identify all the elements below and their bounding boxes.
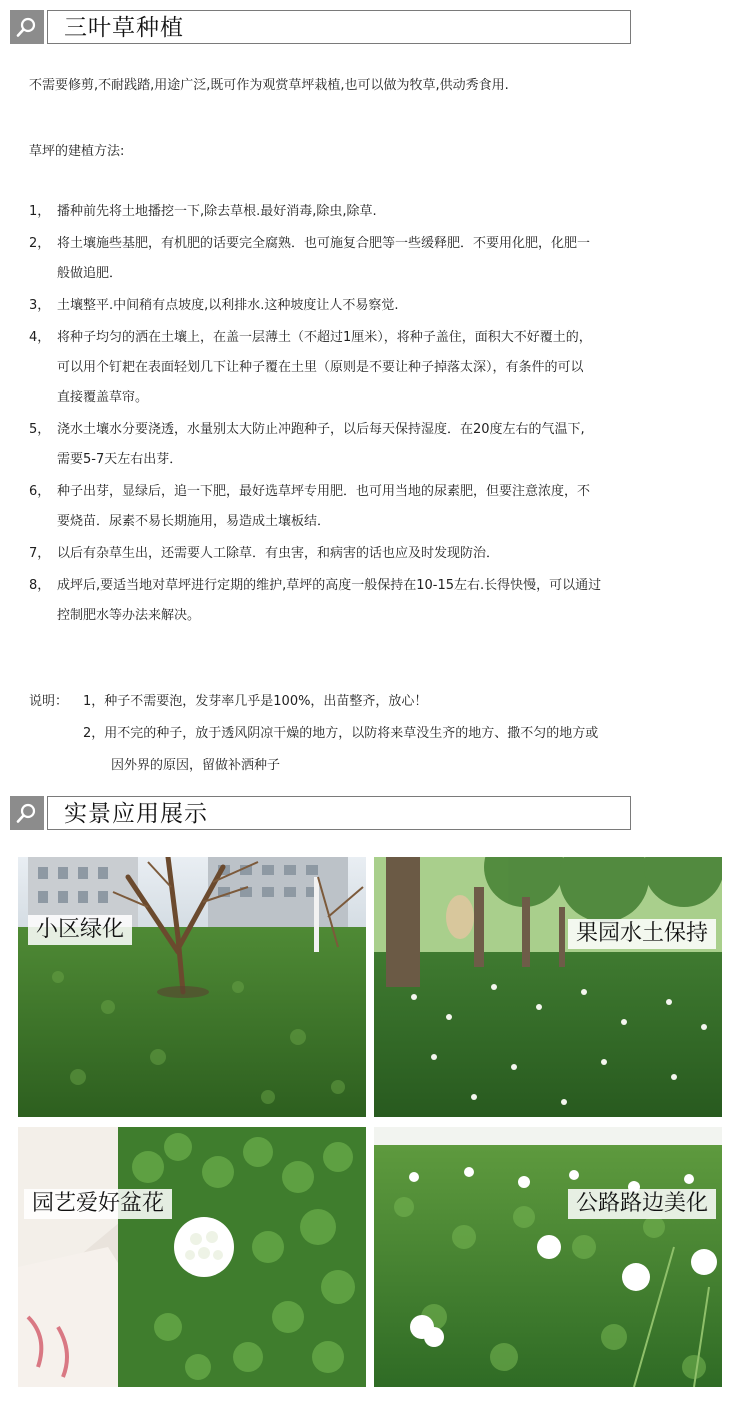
- step-text: 土壤整平.中间稍有点坡度,以利排水.这种坡度让人不易察觉.: [57, 298, 399, 313]
- section-title: 实景应用展示: [64, 801, 208, 827]
- list-item: [29, 544, 719, 564]
- step-number: 8，: [29, 578, 51, 593]
- step-number: 2，: [29, 236, 51, 251]
- list-item: [29, 328, 719, 408]
- step-number: 1，: [29, 204, 51, 219]
- step-text: 播种前先将土地播挖一下,除去草根.最好消毒,除虫,除草.: [57, 204, 377, 219]
- photo-potted-flowers: [18, 1127, 366, 1387]
- photo-label: 园艺爱好盆花: [24, 1189, 172, 1219]
- magnifier-icon: [10, 10, 44, 44]
- step-text: 将种子均匀的洒在土壤上，在盖一层薄土（不超过1厘米），将种子盖住，面积大不好覆土的，: [57, 330, 592, 345]
- note-text: 1，种子不需要泡，发芽率几乎是100%，出苗整齐，放心！: [83, 694, 428, 709]
- step-text: 控制肥水等办法来解决。: [57, 608, 201, 623]
- step-text: 需要5-7天左右出芽．: [57, 452, 183, 467]
- section-title-box: [47, 10, 631, 44]
- list-item: [29, 576, 719, 626]
- photo-label: 小区绿化: [28, 915, 132, 945]
- step-text: 种子出芽，显绿后，追一下肥，最好选草坪专用肥．也可用当地的尿素肥，但要注意浓度，不: [57, 484, 591, 499]
- intro-text: 不需要修剪,不耐践踏,用途广泛,既可作为观赏草坪栽植,也可以做为牧草,供动秀食用.: [29, 78, 509, 93]
- photo-residential-image: [18, 857, 366, 1117]
- step-text: 浇水土壤水分要浇透，水量别太大防止冲跑种子，以后每天保持湿度．在20度左右的气温下,: [57, 422, 585, 437]
- photo-roadside-image: [374, 1127, 722, 1387]
- step-number: 3，: [29, 298, 51, 313]
- section-header-planting: [10, 10, 631, 44]
- step-text: 直接覆盖草帘。: [57, 390, 149, 405]
- photo-label: 公路路边美化: [568, 1189, 716, 1219]
- list-item: [29, 482, 719, 532]
- method-title: 草坪的建植方法:: [29, 144, 125, 159]
- step-text: 将土壤施些基肥，有机肥的话要完全腐熟．也可施复合肥等一些缓释肥．不要用化肥，化肥一: [57, 236, 591, 251]
- photo-potted-image: [18, 1127, 366, 1387]
- photo-residential-greening: [18, 857, 366, 1117]
- photo-label: 果园水土保持: [568, 919, 716, 949]
- step-text: 可以用个钉耙在表面轻划几下让种子覆在土里（原则是不要让种子掉落太深），有条件的可以: [57, 360, 584, 375]
- photo-orchard-conservation: [374, 857, 722, 1117]
- list-item: [29, 296, 719, 316]
- step-number: 6，: [29, 484, 51, 499]
- section-header-showcase: [10, 796, 631, 830]
- steps-list: [29, 202, 719, 638]
- section-title-box: [47, 796, 631, 830]
- photo-orchard-image: [374, 857, 722, 1117]
- list-item: [29, 202, 719, 222]
- step-text: 般做追肥．: [57, 266, 123, 281]
- step-text: 成坪后,要适当地对草坪进行定期的维护,草坪的高度一般保持在10-15左右.长得快慢，可以通过: [57, 578, 602, 593]
- step-number: 4，: [29, 330, 51, 345]
- magnifier-icon: [10, 796, 44, 830]
- step-number: 7，: [29, 546, 51, 561]
- photo-roadside-beautification: [374, 1127, 722, 1387]
- note-text: 因外界的原因，留做补洒种子: [111, 758, 281, 773]
- note-text: 2，用不完的种子，放于透风阴凉干燥的地方，以防将来草没生齐的地方、撒不匀的地方或: [83, 726, 599, 741]
- list-item: [29, 420, 719, 470]
- step-text: 以后有杂草生出，还需要人工除草．有虫害，和病害的话也应及时发现防治．: [57, 546, 500, 561]
- step-number: 5，: [29, 422, 51, 437]
- section-title: 三叶草种植: [64, 15, 184, 41]
- list-item: [29, 234, 719, 284]
- notes-label: 说明：: [29, 694, 69, 709]
- step-text: 要烧苗．尿素不易长期施用，易造成土壤板结．: [57, 514, 331, 529]
